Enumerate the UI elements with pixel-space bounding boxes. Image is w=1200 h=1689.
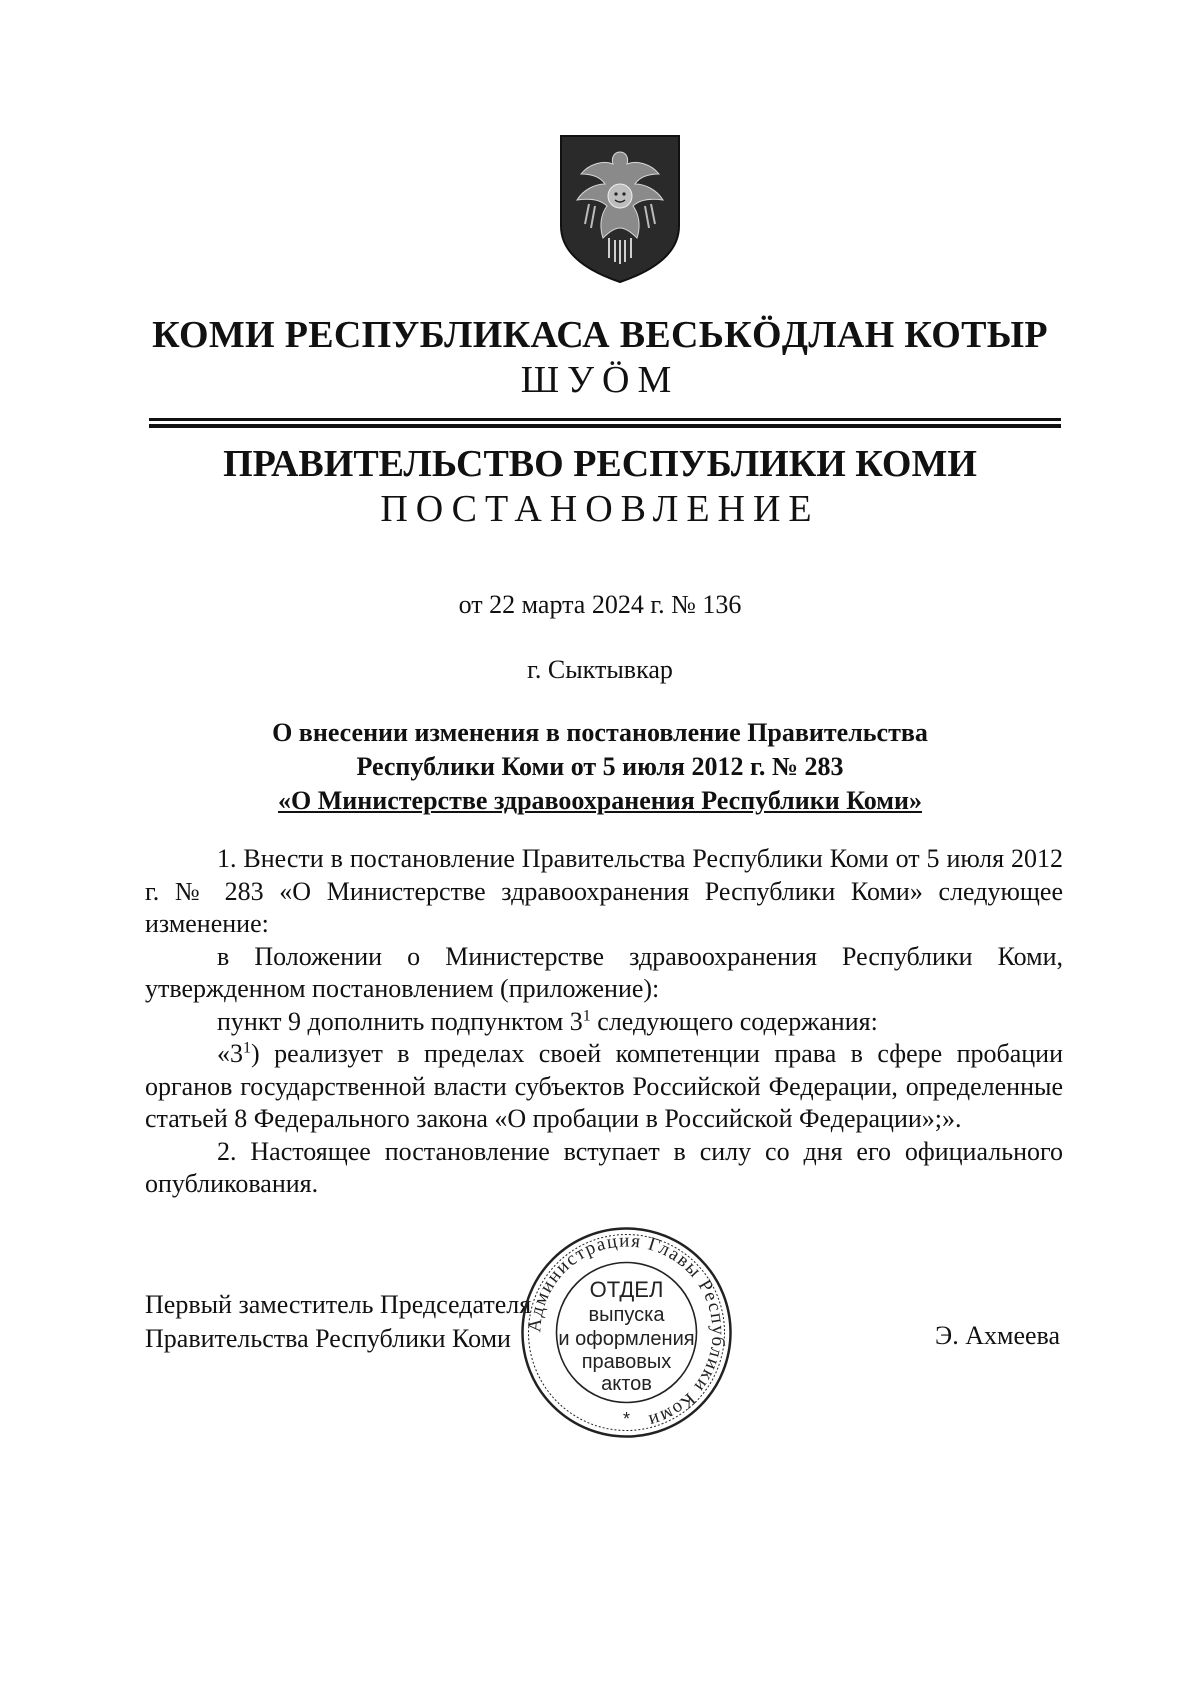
seal-center-line-1: ОТДЕЛ <box>589 1277 664 1302</box>
superscript: 1 <box>582 1006 591 1024</box>
seal-star: * <box>622 1409 631 1429</box>
title-line-2: Республики Коми от 5 июля 2012 г. № 283 <box>356 752 844 781</box>
header-divider-thin <box>149 418 1061 421</box>
signatory-position-line-1: Первый заместитель Председателя <box>145 1290 532 1319</box>
paragraph-3 <box>145 1006 1063 1039</box>
paragraph-2: в Положении о Министерстве здравоохранения Республики Коми, утвержденном постановлением (приложение): <box>145 941 1063 1003</box>
paragraph-4 <box>145 1038 1063 1136</box>
title-line-1: О внесении изменения в постановление Правительства <box>272 718 928 747</box>
city-line: г. Сыктывкар <box>527 655 673 684</box>
komi-document-type: ШУӦМ <box>520 359 680 401</box>
title-line-3: «О Министерстве здравоохранения Республики Коми» <box>278 786 922 815</box>
signatory-position-line-2: Правительства Республики Коми <box>145 1324 511 1353</box>
paragraph-3-text-start: пункт 9 дополнить подпунктом 3 <box>217 1006 583 1036</box>
superscript: 1 <box>243 1039 251 1057</box>
paragraph-1: 1. Внести в постановление Правительства Республики Коми от 5 июля 2012 г. № 283 «О Министерстве здравоохранения Республики Коми» следующее изменение: <box>145 844 1063 938</box>
seal-center-line-5: актов <box>601 1373 652 1395</box>
date-number-line: от 22 марта 2024 г. № 136 <box>458 590 742 619</box>
paragraph-5: 2. Настоящее постановление вступает в силу со дня его официального опубликования. <box>145 1136 1063 1198</box>
paragraph-4-text-start: «3 <box>217 1039 243 1068</box>
header-divider-thick <box>149 424 1061 428</box>
komi-government-title: КОМИ РЕСПУБЛИКАСА ВЕСЬКӦДЛАН КОТЫР <box>152 314 1048 356</box>
document-title <box>0 716 1200 818</box>
komi-coat-of-arms-icon <box>559 134 681 284</box>
paragraph-3-text-end: следующего содержания: <box>590 1006 878 1036</box>
paragraph-4-text-end: ) реализует в пределах своей компетенции права в сфере пробации органов государственной власти субъектов Российской Федерации, определенные статьей 8 Федерального закона «О пробации в Российской Федерации»;». <box>145 1039 1063 1133</box>
seal-ring-text: Администрация Главы Республики Коми <box>524 1230 729 1432</box>
government-title: ПРАВИТЕЛЬСТВО РЕСПУБЛИКИ КОМИ <box>223 443 977 485</box>
seal-center-line-2: выпуска <box>588 1304 665 1326</box>
signatory-position <box>145 1288 531 1356</box>
round-seal-icon <box>519 1225 734 1440</box>
document-type: ПОСТАНОВЛЕНИЕ <box>380 488 820 530</box>
seal-center-line-4: правовых <box>581 1351 672 1373</box>
document-body <box>145 843 1063 1201</box>
signatory-name: Э. Ахмеева <box>935 1321 1060 1350</box>
seal-center-line-3: и оформления <box>558 1328 695 1350</box>
